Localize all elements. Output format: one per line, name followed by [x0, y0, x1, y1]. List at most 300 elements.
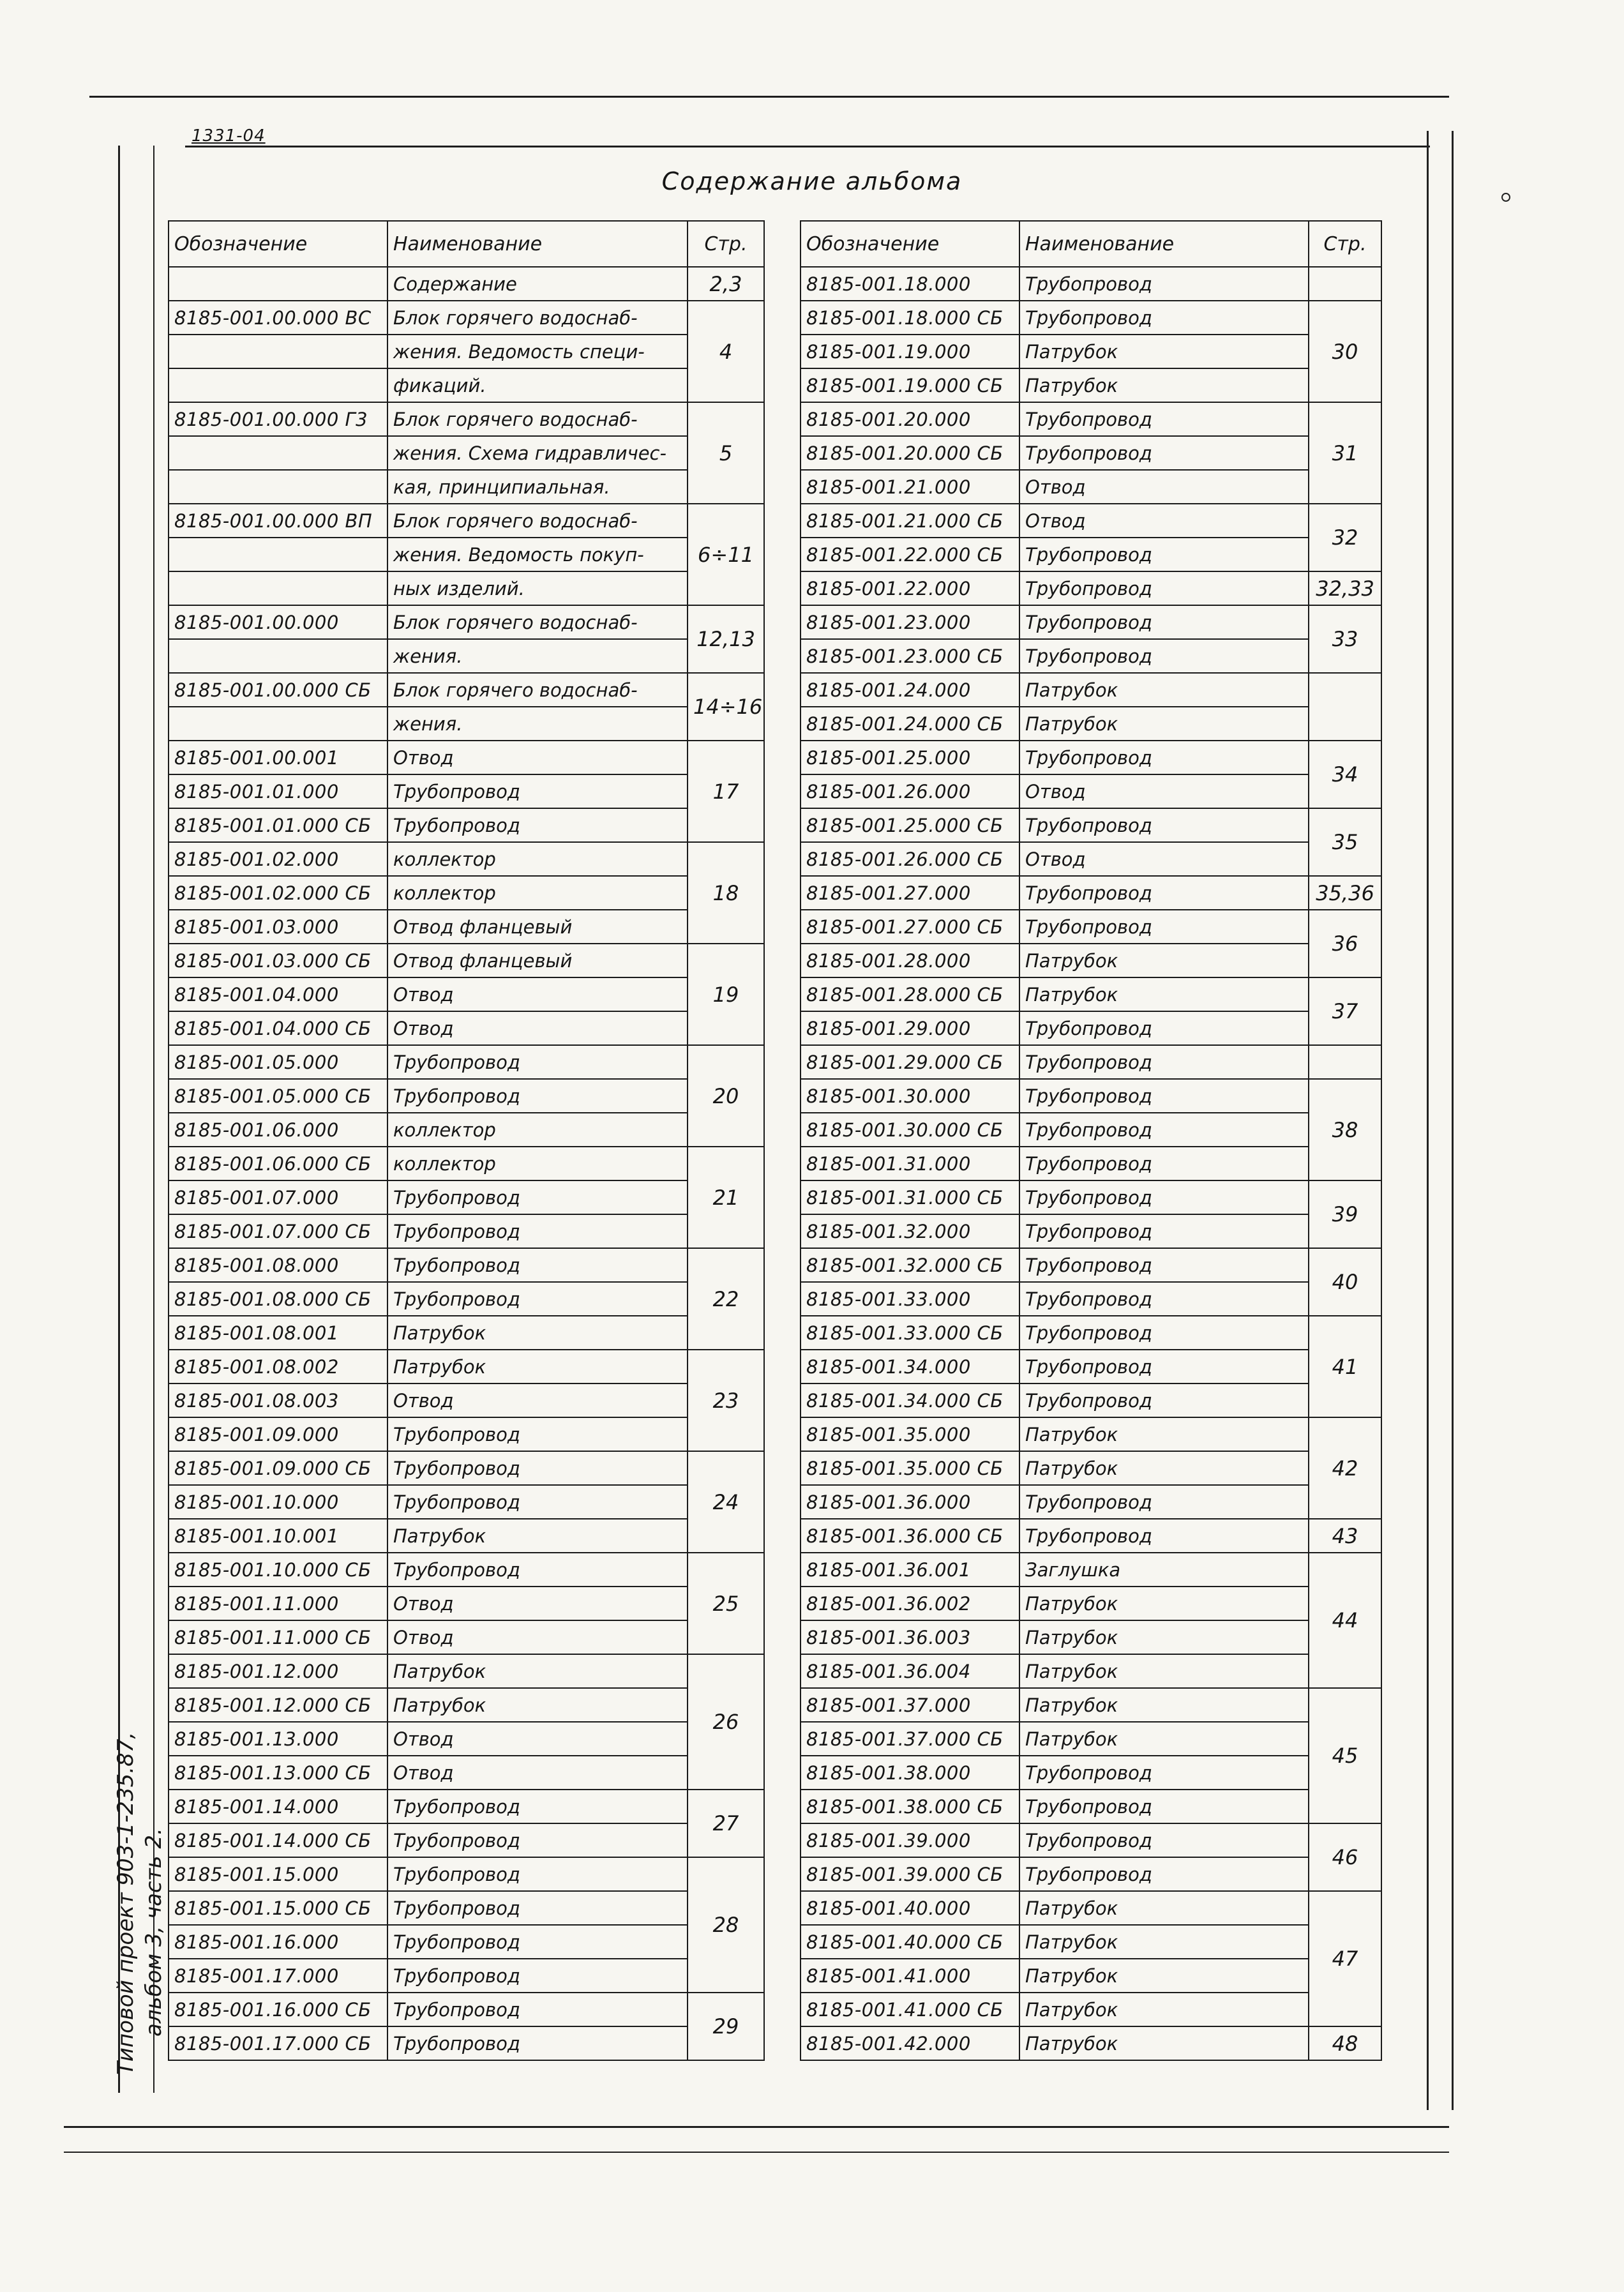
designation-cell: 8185-001.33.000 СБ	[801, 1316, 1019, 1350]
designation-cell: 8185-001.32.000	[801, 1214, 1019, 1248]
name-cell: Отвод	[387, 1383, 688, 1417]
name-cell: Патрубок	[1019, 1722, 1309, 1756]
page-cell: 19	[688, 944, 764, 1045]
designation-cell	[169, 470, 387, 504]
designation-cell: 8185-001.40.000 СБ	[801, 1925, 1019, 1959]
table-row	[801, 436, 1381, 470]
name-cell: Трубопровод	[387, 1823, 688, 1857]
table-row	[801, 267, 1381, 301]
name-cell: Трубопровод	[387, 1925, 688, 1959]
table-row	[801, 774, 1381, 808]
designation-cell: 8185-001.03.000 СБ	[169, 944, 387, 977]
page-cell: 46	[1309, 1823, 1381, 1891]
name-cell: Трубопровод	[1019, 1790, 1309, 1823]
designation-cell: 8185-001.41.000 СБ	[801, 1993, 1019, 2026]
name-cell: Трубопровод	[387, 1891, 688, 1925]
name-cell: Трубопровод	[1019, 1045, 1309, 1079]
table-header-row	[801, 221, 1381, 267]
table-row	[801, 910, 1381, 944]
bottom-border-line-2	[64, 2152, 1449, 2153]
table-row	[801, 571, 1381, 605]
column-header-designation: Обозначение	[801, 221, 1019, 267]
name-cell: Отвод	[387, 1722, 688, 1756]
table-row	[169, 470, 764, 504]
table-row	[801, 944, 1381, 977]
name-cell: Отвод	[1019, 842, 1309, 876]
contents-table-left	[168, 220, 765, 2061]
table-row	[801, 368, 1381, 402]
name-cell: Заглушка	[1019, 1553, 1309, 1587]
name-cell: Отвод фланцевый	[387, 910, 688, 944]
name-cell: Отвод фланцевый	[387, 944, 688, 977]
designation-cell	[169, 368, 387, 402]
table-row	[801, 1282, 1381, 1316]
name-cell: Блок горячего водоснаб-	[387, 605, 688, 639]
table-row	[169, 504, 764, 538]
designation-cell: 8185-001.02.000 СБ	[169, 876, 387, 910]
table-row	[169, 1790, 764, 1823]
table-row	[801, 1891, 1381, 1925]
name-cell: коллектор	[387, 876, 688, 910]
designation-cell: 8185-001.36.004	[801, 1654, 1019, 1688]
designation-cell: 8185-001.25.000	[801, 741, 1019, 774]
page-cell: 17	[688, 741, 764, 842]
table-row	[801, 1519, 1381, 1553]
designation-cell: 8185-001.17.000 СБ	[169, 2026, 387, 2060]
table-row	[169, 538, 764, 571]
designation-cell: 8185-001.07.000 СБ	[169, 1214, 387, 1248]
name-cell: Патрубок	[1019, 1620, 1309, 1654]
name-cell: Трубопровод	[1019, 1214, 1309, 1248]
page-cell: 47	[1309, 1891, 1381, 2026]
designation-cell: 8185-001.00.001	[169, 741, 387, 774]
column-header-page: Стр.	[1309, 221, 1381, 267]
designation-cell: 8185-001.28.000	[801, 944, 1019, 977]
table-row	[801, 1383, 1381, 1417]
designation-cell: 8185-001.17.000	[169, 1959, 387, 1993]
table-row	[169, 977, 764, 1011]
name-cell: Блок горячего водоснаб-	[387, 504, 688, 538]
page-cell: 34	[1309, 741, 1381, 808]
designation-cell: 8185-001.23.000	[801, 605, 1019, 639]
name-cell: Трубопровод	[387, 1214, 688, 1248]
name-cell: Трубопровод	[1019, 571, 1309, 605]
page-cell	[1309, 673, 1381, 741]
page-title: Содержание альбома	[661, 167, 963, 195]
name-cell: Трубопровод	[1019, 1485, 1309, 1519]
designation-cell: 8185-001.42.000	[801, 2026, 1019, 2060]
designation-cell: 8185-001.08.000	[169, 1248, 387, 1282]
name-cell: Трубопровод	[1019, 808, 1309, 842]
page-cell: 18	[688, 842, 764, 944]
page-cell: 40	[1309, 1248, 1381, 1316]
page-cell: 41	[1309, 1316, 1381, 1417]
table-row	[169, 1959, 764, 1993]
name-cell: Отвод	[387, 1011, 688, 1045]
designation-cell	[169, 707, 387, 741]
page-cell: 35,36	[1309, 876, 1381, 910]
designation-cell: 8185-001.29.000 СБ	[801, 1045, 1019, 1079]
designation-cell: 8185-001.00.000 Г3	[169, 402, 387, 436]
name-cell: жения. Ведомость покуп-	[387, 538, 688, 571]
designation-cell: 8185-001.10.000 СБ	[169, 1553, 387, 1587]
page-cell: 2,3	[688, 267, 764, 301]
name-cell: Трубопровод	[387, 1959, 688, 1993]
name-cell: Патрубок	[387, 1519, 688, 1553]
name-cell: Трубопровод	[1019, 1316, 1309, 1350]
table-row	[169, 1620, 764, 1654]
page-cell: 36	[1309, 910, 1381, 977]
designation-cell: 8185-001.10.001	[169, 1519, 387, 1553]
table-row	[801, 1316, 1381, 1350]
name-cell: Патрубок	[1019, 1993, 1309, 2026]
table-row	[801, 1925, 1381, 1959]
column-header-name: Наименование	[387, 221, 688, 267]
designation-cell: 8185-001.33.000	[801, 1282, 1019, 1316]
name-cell: Трубопровод	[387, 1417, 688, 1451]
table-row	[169, 335, 764, 368]
designation-cell: 8185-001.34.000 СБ	[801, 1383, 1019, 1417]
designation-cell	[169, 335, 387, 368]
table-row	[801, 335, 1381, 368]
page-cell: 5	[688, 402, 764, 504]
table-row	[169, 436, 764, 470]
table-row	[169, 1451, 764, 1485]
name-cell: Трубопровод	[1019, 1147, 1309, 1180]
designation-cell: 8185-001.11.000 СБ	[169, 1620, 387, 1654]
page-cell: 44	[1309, 1553, 1381, 1688]
name-cell: Трубопровод	[1019, 1248, 1309, 1282]
table-row	[801, 1045, 1381, 1079]
designation-cell: 8185-001.26.000	[801, 774, 1019, 808]
table-row	[801, 1959, 1381, 1993]
designation-cell: 8185-001.05.000 СБ	[169, 1079, 387, 1113]
name-cell: Отвод	[1019, 774, 1309, 808]
designation-cell: 8185-001.16.000 СБ	[169, 1993, 387, 2026]
table-row	[169, 1722, 764, 1756]
designation-cell: 8185-001.01.000 СБ	[169, 808, 387, 842]
table-row	[169, 1925, 764, 1959]
table-header-row	[169, 221, 764, 267]
table-row	[801, 402, 1381, 436]
designation-cell: 8185-001.36.002	[801, 1587, 1019, 1620]
bottom-border-line	[64, 2126, 1449, 2128]
designation-cell: 8185-001.37.000	[801, 1688, 1019, 1722]
designation-cell: 8185-001.00.000 ВП	[169, 504, 387, 538]
name-cell: Патрубок	[1019, 673, 1309, 707]
table-row	[801, 504, 1381, 538]
page-cell: 38	[1309, 1079, 1381, 1180]
designation-cell: 8185-001.06.000	[169, 1113, 387, 1147]
designation-cell: 8185-001.31.000	[801, 1147, 1019, 1180]
name-cell: Трубопровод	[1019, 436, 1309, 470]
designation-cell: 8185-001.31.000 СБ	[801, 1180, 1019, 1214]
name-cell: кая, принципиальная.	[387, 470, 688, 504]
name-cell: Патрубок	[1019, 1891, 1309, 1925]
name-cell: Трубопровод	[1019, 876, 1309, 910]
page-cell: 23	[688, 1350, 764, 1451]
name-cell: Отвод	[1019, 470, 1309, 504]
designation-cell: 8185-001.02.000	[169, 842, 387, 876]
page-cell: 45	[1309, 1688, 1381, 1823]
designation-cell: 8185-001.08.001	[169, 1316, 387, 1350]
name-cell: Трубопровод	[1019, 741, 1309, 774]
name-cell: Трубопровод	[1019, 910, 1309, 944]
table-row	[169, 368, 764, 402]
page-cell: 35	[1309, 808, 1381, 876]
table-row	[801, 605, 1381, 639]
name-cell: Трубопровод	[1019, 1011, 1309, 1045]
table-row	[169, 910, 764, 944]
designation-cell: 8185-001.34.000	[801, 1350, 1019, 1383]
page-cell: 27	[688, 1790, 764, 1857]
page-cell: 25	[688, 1553, 764, 1654]
designation-cell: 8185-001.35.000	[801, 1417, 1019, 1451]
table-row	[801, 808, 1381, 842]
table-row	[169, 267, 764, 301]
page-cell: 20	[688, 1045, 764, 1147]
document-code: 1331-04	[192, 126, 266, 146]
designation-cell: 8185-001.39.000	[801, 1823, 1019, 1857]
page-cell: 26	[688, 1654, 764, 1790]
designation-cell: 8185-001.03.000	[169, 910, 387, 944]
designation-cell: 8185-001.00.000	[169, 605, 387, 639]
name-cell: коллектор	[387, 1147, 688, 1180]
designation-cell: 8185-001.20.000 СБ	[801, 436, 1019, 470]
name-cell: Трубопровод	[387, 1857, 688, 1891]
name-cell: Трубопровод	[1019, 1857, 1309, 1891]
name-cell: коллектор	[387, 842, 688, 876]
name-cell: Трубопровод	[387, 1993, 688, 2026]
side-note-line-2: альбом 3, часть 2.	[141, 1828, 167, 2037]
table-row	[801, 1147, 1381, 1180]
table-row	[801, 1823, 1381, 1857]
designation-cell: 8185-001.22.000	[801, 571, 1019, 605]
name-cell: Трубопровод	[387, 1079, 688, 1113]
name-cell: Трубопровод	[1019, 605, 1309, 639]
table-row	[169, 1282, 764, 1316]
page-cell: 12,13	[688, 605, 764, 673]
table-row	[169, 1519, 764, 1553]
name-cell: Трубопровод	[387, 1282, 688, 1316]
table-row	[801, 1485, 1381, 1519]
designation-cell: 8185-001.10.000	[169, 1485, 387, 1519]
table-row	[169, 1383, 764, 1417]
name-cell: Трубопровод	[387, 1045, 688, 1079]
right-border-strip	[1427, 131, 1454, 2110]
name-cell: жения. Ведомость специ-	[387, 335, 688, 368]
name-cell: Трубопровод	[387, 2026, 688, 2060]
designation-cell: 8185-001.35.000 СБ	[801, 1451, 1019, 1485]
table-row	[169, 1823, 764, 1857]
table-row	[801, 538, 1381, 571]
table-row	[169, 1045, 764, 1079]
table-row	[801, 707, 1381, 741]
page-cell: 6÷11	[688, 504, 764, 605]
page-cell: 32,33	[1309, 571, 1381, 605]
designation-cell	[169, 267, 387, 301]
table-row	[801, 470, 1381, 504]
designation-cell	[169, 639, 387, 673]
designation-cell: 8185-001.00.000 ВС	[169, 301, 387, 335]
page-cell: 14÷16	[688, 673, 764, 741]
designation-cell: 8185-001.20.000	[801, 402, 1019, 436]
table-row	[801, 1248, 1381, 1282]
table-row	[169, 673, 764, 707]
table-row	[169, 571, 764, 605]
designation-cell: 8185-001.09.000 СБ	[169, 1451, 387, 1485]
designation-cell: 8185-001.41.000	[801, 1959, 1019, 1993]
table-row	[169, 944, 764, 977]
designation-cell	[169, 436, 387, 470]
name-cell: Патрубок	[387, 1654, 688, 1688]
name-cell: Патрубок	[1019, 1925, 1309, 1959]
table-row	[169, 1011, 764, 1045]
designation-cell: 8185-001.36.001	[801, 1553, 1019, 1587]
designation-cell: 8185-001.08.002	[169, 1350, 387, 1383]
designation-cell: 8185-001.01.000	[169, 774, 387, 808]
table-row	[801, 301, 1381, 335]
page-cell	[1309, 267, 1381, 301]
table-row	[169, 639, 764, 673]
designation-cell: 8185-001.30.000	[801, 1079, 1019, 1113]
designation-cell: 8185-001.28.000 СБ	[801, 977, 1019, 1011]
name-cell: Трубопровод	[1019, 1756, 1309, 1790]
name-cell: жения.	[387, 639, 688, 673]
name-cell: Трубопровод	[387, 1180, 688, 1214]
column-header-page: Стр.	[688, 221, 764, 267]
designation-cell: 8185-001.14.000	[169, 1790, 387, 1823]
designation-cell: 8185-001.39.000 СБ	[801, 1857, 1019, 1891]
designation-cell: 8185-001.38.000 СБ	[801, 1790, 1019, 1823]
page-cell: 24	[688, 1451, 764, 1553]
designation-cell: 8185-001.15.000	[169, 1857, 387, 1891]
name-cell: Трубопровод	[387, 1553, 688, 1587]
table-row	[801, 977, 1381, 1011]
name-cell: Отвод	[387, 1756, 688, 1790]
column-header-designation: Обозначение	[169, 221, 387, 267]
table-row	[801, 1620, 1381, 1654]
name-cell: Отвод	[1019, 504, 1309, 538]
designation-cell: 8185-001.36.000	[801, 1485, 1019, 1519]
name-cell: Трубопровод	[387, 1248, 688, 1282]
designation-cell: 8185-001.04.000 СБ	[169, 1011, 387, 1045]
header-underline	[185, 146, 1430, 147]
table-row	[169, 1857, 764, 1891]
column-header-name: Наименование	[1019, 221, 1309, 267]
designation-cell: 8185-001.24.000 СБ	[801, 707, 1019, 741]
designation-cell: 8185-001.29.000	[801, 1011, 1019, 1045]
table-row	[169, 402, 764, 436]
table-row	[801, 673, 1381, 707]
designation-cell: 8185-001.38.000	[801, 1756, 1019, 1790]
table-row	[169, 1485, 764, 1519]
name-cell: Патрубок	[1019, 1451, 1309, 1485]
designation-cell: 8185-001.07.000	[169, 1180, 387, 1214]
table-row	[169, 1654, 764, 1688]
name-cell: Патрубок	[387, 1350, 688, 1383]
table-row	[801, 741, 1381, 774]
designation-cell: 8185-001.12.000	[169, 1654, 387, 1688]
designation-cell: 8185-001.00.000 СБ	[169, 673, 387, 707]
page-cell: 28	[688, 1857, 764, 1993]
name-cell: Отвод	[387, 1587, 688, 1620]
name-cell: Отвод	[387, 1620, 688, 1654]
table-row	[801, 1011, 1381, 1045]
table-row	[169, 1113, 764, 1147]
table-row	[801, 1993, 1381, 2026]
table-row	[169, 876, 764, 910]
designation-cell: 8185-001.27.000	[801, 876, 1019, 910]
table-row	[801, 1079, 1381, 1113]
name-cell: Блок горячего водоснаб-	[387, 402, 688, 436]
table-row	[169, 707, 764, 741]
name-cell: Трубопровод	[387, 1451, 688, 1485]
table-row	[169, 1688, 764, 1722]
name-cell: Трубопровод	[1019, 267, 1309, 301]
name-cell: Трубопровод	[1019, 1079, 1309, 1113]
name-cell: Трубопровод	[387, 1790, 688, 1823]
table-row	[169, 1756, 764, 1790]
name-cell: Патрубок	[1019, 977, 1309, 1011]
designation-cell: 8185-001.23.000 СБ	[801, 639, 1019, 673]
name-cell: коллектор	[387, 1113, 688, 1147]
table-row	[801, 842, 1381, 876]
designation-cell: 8185-001.37.000 СБ	[801, 1722, 1019, 1756]
name-cell: Трубопровод	[387, 774, 688, 808]
table-row	[801, 1180, 1381, 1214]
table-row	[169, 1147, 764, 1180]
designation-cell: 8185-001.13.000 СБ	[169, 1756, 387, 1790]
name-cell: Отвод	[387, 741, 688, 774]
page-cell: 42	[1309, 1417, 1381, 1519]
name-cell: Блок горячего водоснаб-	[387, 673, 688, 707]
name-cell: Отвод	[387, 977, 688, 1011]
name-cell: Патрубок	[1019, 368, 1309, 402]
name-cell: Патрубок	[1019, 335, 1309, 368]
designation-cell: 8185-001.22.000 СБ	[801, 538, 1019, 571]
name-cell: Трубопровод	[387, 1485, 688, 1519]
designation-cell: 8185-001.08.003	[169, 1383, 387, 1417]
table-row	[801, 1113, 1381, 1147]
name-cell: Патрубок	[1019, 1959, 1309, 1993]
name-cell: Трубопровод	[1019, 538, 1309, 571]
designation-cell: 8185-001.14.000 СБ	[169, 1823, 387, 1857]
table-row	[169, 1553, 764, 1587]
table-row	[169, 774, 764, 808]
table-row	[169, 605, 764, 639]
table-row	[801, 639, 1381, 673]
page-cell: 22	[688, 1248, 764, 1350]
name-cell: Трубопровод	[1019, 639, 1309, 673]
designation-cell: 8185-001.06.000 СБ	[169, 1147, 387, 1180]
name-cell: Трубопровод	[387, 808, 688, 842]
table-row	[801, 1350, 1381, 1383]
table-row	[801, 1857, 1381, 1891]
table-row	[801, 1722, 1381, 1756]
page-cell: 43	[1309, 1519, 1381, 1553]
designation-cell: 8185-001.04.000	[169, 977, 387, 1011]
table-row	[169, 1417, 764, 1451]
page-cell: 37	[1309, 977, 1381, 1045]
table-row	[801, 1756, 1381, 1790]
designation-cell: 8185-001.19.000 СБ	[801, 368, 1019, 402]
name-cell: Патрубок	[1019, 1654, 1309, 1688]
table-row	[169, 1891, 764, 1925]
page-cell: 29	[688, 1993, 764, 2060]
page-cell: 33	[1309, 605, 1381, 673]
designation-cell: 8185-001.05.000	[169, 1045, 387, 1079]
